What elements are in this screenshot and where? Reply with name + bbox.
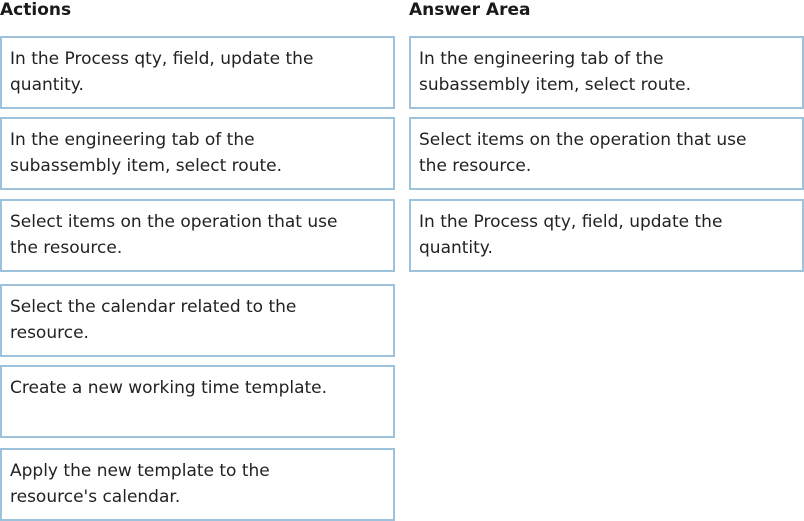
answer-card-3[interactable] [409, 199, 804, 272]
action-card-6[interactable] [0, 448, 395, 521]
action-card-5[interactable] [0, 365, 395, 438]
answer-card-2[interactable] [409, 117, 804, 190]
actions-heading: Actions [0, 0, 72, 20]
action-card-text: Select items on the operation that use the resource. [10, 212, 338, 258]
action-card-text: Select the calendar related to the resource. [10, 297, 297, 343]
action-card-text: In the engineering tab of the subassembly item, select route. [10, 130, 282, 176]
action-card-text: Apply the new template to the resource's calendar. [10, 461, 270, 507]
answer-card-text: In the Process qty, field, update the quantity. [419, 212, 723, 258]
answer-card-text: Select items on the operation that use the resource. [419, 130, 747, 176]
answer-card-1[interactable] [409, 36, 804, 109]
action-card-1[interactable] [0, 36, 395, 109]
action-card-3[interactable] [0, 199, 395, 272]
action-card-2[interactable] [0, 117, 395, 190]
action-card-text: Create a new working time template. [10, 378, 328, 398]
answer-card-text: In the engineering tab of the subassembly item, select route. [419, 49, 691, 95]
action-card-4[interactable] [0, 284, 395, 357]
action-card-text: In the Process qty, field, update the quantity. [10, 49, 314, 95]
answer-area-heading: Answer Area [409, 0, 531, 20]
